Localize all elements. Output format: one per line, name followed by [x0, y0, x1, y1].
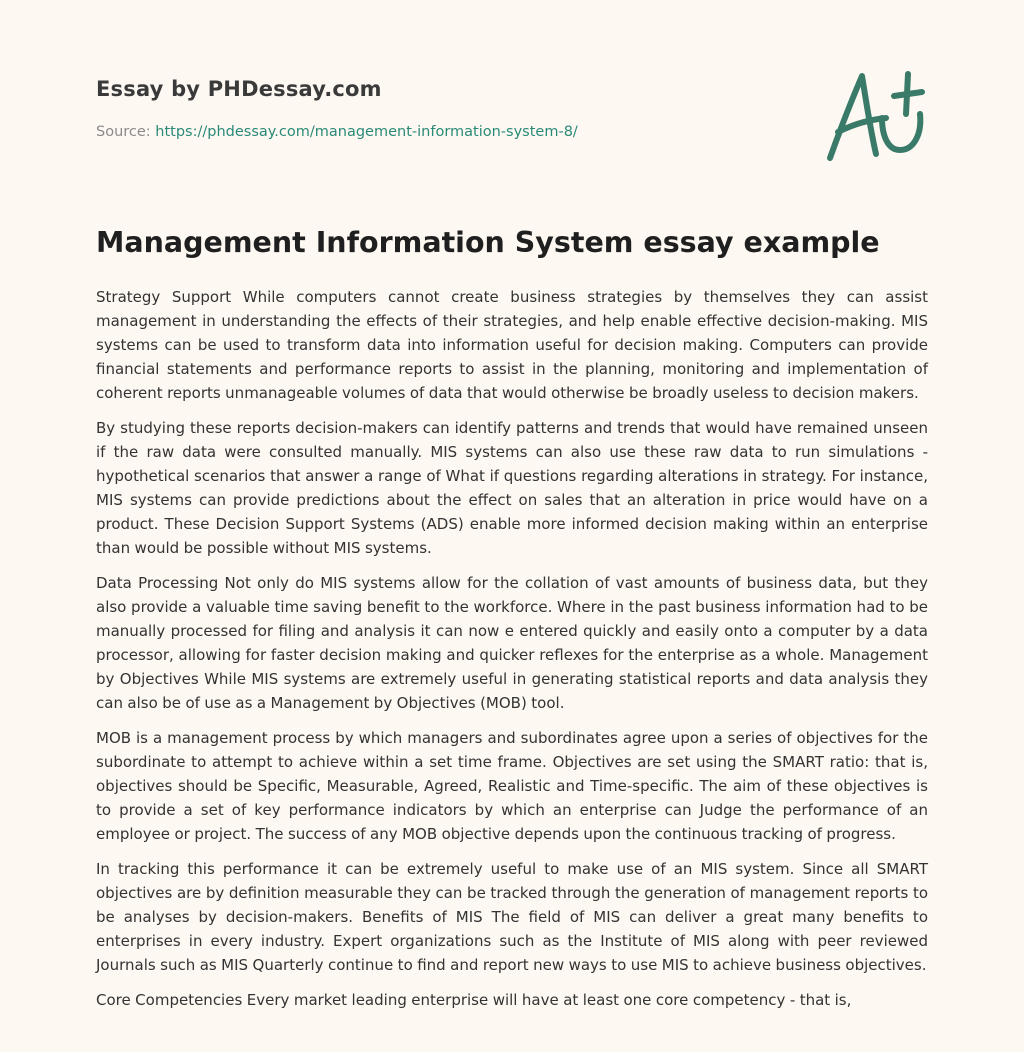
- source-link[interactable]: https://phdessay.com/management-information-system-8/: [155, 124, 578, 140]
- essay-paragraph: Data Processing Not only do MIS systems allow for the collation of vast amounts of business data, but they also provide a valuable time saving benefit to the workforce. Where in the past business information had to be manually processed for filing and analysis it can now e entered quickly and easily onto a computer by a data processor, allowing for faster decision making and quicker reflexes for the enterprise as a whole. Management by Objectives While MIS systems are extremely useful in generating statistical reports and data analysis they can also be of use as a Management by Objectives (MOB) tool.: [96, 574, 928, 712]
- essay-paragraph: In tracking this performance it can be extremely useful to make use of an MIS system. Since all SMART objectives are by definition measurable they can be tracked through the generation of management reports to be analyses by decision-makers. Benefits of MIS The field of MIS can deliver a great many benefits to enterprises in every industry. Expert organizations such as the Institute of MIS along with peer reviewed Journals such as MIS Quarterly continue to find and report new ways to use MIS to achieve business objectives.: [96, 860, 928, 974]
- a-plus-grade-svg: [826, 70, 926, 162]
- essay-paragraph: Strategy Support While computers cannot create business strategies by themselves they can assist management in understanding the effects of their strategies, and help enable effective decision-making. MIS systems can be used to transform data into information useful for decision making. Computers can provide financial statements and performance reports to assist in the planning, monitoring and implementation of coherent reports unmanageable volumes of data that would otherwise be broadly useless to decision makers.: [96, 288, 928, 402]
- essay-paragraph: By studying these reports decision-makers can identify patterns and trends that would have remained unseen if the raw data were consulted manually. MIS systems can also use these raw data to run simulations - hypothetical scenarios that answer a range of What if questions regarding alterations in strategy. For instance, MIS systems can provide predictions about the effect on sales that an alteration in price would have on a product. These Decision Support Systems (ADS) enable more informed decision making within an enterprise than would be possible without MIS systems.: [96, 419, 928, 557]
- source-label: Source:: [96, 124, 151, 140]
- site-title: Essay by PHDessay.com: [96, 77, 382, 101]
- essay-title: Management Information System essay example: [96, 226, 880, 259]
- essay-paragraph: MOB is a management process by which managers and subordinates agree upon a series of objectives for the subordinate to attempt to achieve within a set time frame. Objectives are set using the SMART ratio: that is, objectives should be Specific, Measurable, Agreed, Realistic and Time-specific. The aim of these objectives is to provide a set of key performance indicators by which an enterprise can Judge the performance of an employee or project. The success of any MOB objective depends upon the continuous tracking of progress.: [96, 729, 928, 843]
- source-line: [96, 124, 578, 140]
- essay-body: [96, 285, 928, 1023]
- a-plus-grade-icon: [826, 70, 926, 162]
- essay-paragraph: Core Competencies Every market leading enterprise will have at least one core competency - that is,: [96, 991, 852, 1009]
